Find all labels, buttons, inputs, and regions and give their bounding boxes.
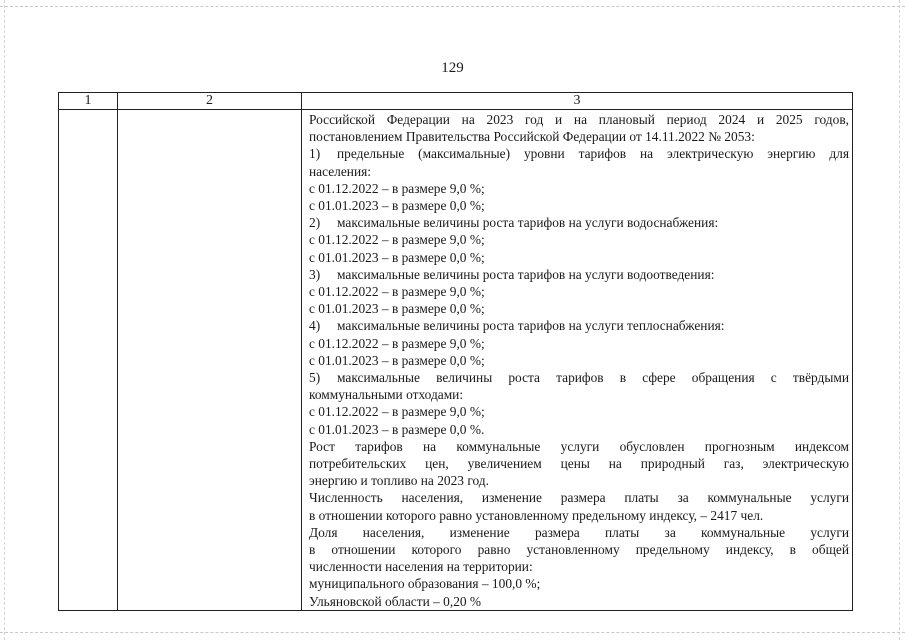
text-line: с 01.12.2022 – в размере 9,0 %; [309, 180, 485, 196]
column-header-3: 3 [302, 93, 853, 110]
text-line: Доля населения, изменение размера платы за коммунальные услуги [309, 524, 849, 540]
text-line: с 01.01.2023 – в размере 0,0 %; [309, 352, 485, 368]
text-line: 3) максимальные величины роста тарифов на услуги водоотведения: [309, 266, 715, 282]
cell-col-2 [118, 110, 302, 611]
text-line: 1) предельные (максимальные) уровни тарифов на электрическую энергию для [309, 146, 849, 162]
text-line: в отношении которого равно установленному предельному индексу, в общей [309, 542, 849, 558]
text-line: потребительских цен, увеличением цены на природный газ, электрическую [309, 456, 849, 472]
text-line: 2) максимальные величины роста тарифов на услуги водоснабжения: [309, 215, 719, 231]
text-line: с 01.01.2023 – в размере 0,0 %; [309, 249, 485, 265]
text-line: с 01.01.2023 – в размере 0,0 %; [309, 301, 485, 317]
text-line: с 01.12.2022 – в размере 9,0 %; [309, 335, 485, 351]
text-line: населения: [309, 163, 371, 179]
document-table [58, 92, 853, 611]
text-line: 5) максимальные величины роста тарифов в сфере обращения с твёрдыми [309, 370, 849, 386]
text-line: с 01.12.2022 – в размере 9,0 %; [309, 284, 485, 300]
scan-border-left [4, 0, 5, 640]
text-line: с 01.12.2022 – в размере 9,0 %; [309, 232, 485, 248]
text-line: с 01.01.2023 – в размере 0,0 %; [309, 198, 485, 214]
cell-col-3 [302, 110, 853, 611]
text-line: коммунальными отходами: [309, 387, 464, 403]
scan-border-top [0, 6, 905, 7]
text-line: 4) максимальные величины роста тарифов на услуги теплоснабжения: [309, 318, 725, 334]
text-line: постановлением Правительства Российской Федерации от 14.11.2022 № 2053: [309, 129, 755, 145]
text-line: энергию и топливо на 2023 год. [309, 473, 489, 489]
text-line: Рост тарифов на коммунальные услуги обусловлен прогнозным индексом [309, 438, 849, 454]
table-header-row [59, 93, 853, 110]
text-line: Российской Федерации на 2023 год и на плановый период 2024 и 2025 годов, [309, 112, 849, 127]
text-line: в отношении которого равно установленному предельному индексу, – 2417 чел. [309, 507, 764, 523]
column-header-1: 1 [59, 93, 118, 110]
text-line: муниципального образования – 100,0 %; [309, 576, 541, 592]
scan-border-bottom [0, 632, 905, 633]
scan-border-right [899, 0, 900, 640]
column-header-2: 2 [118, 93, 302, 110]
page-number: 129 [441, 60, 464, 76]
cell-text-block [302, 110, 852, 610]
text-line: Ульяновской области – 0,20 % [309, 593, 482, 609]
text-line: с 01.12.2022 – в размере 9,0 %; [309, 404, 485, 420]
text-line: Численность населения, изменение размера платы за коммунальные услуги [309, 490, 849, 506]
table-row [59, 110, 853, 611]
text-line: численности населения на территории: [309, 559, 533, 575]
text-line: с 01.01.2023 – в размере 0,0 %. [309, 421, 485, 437]
cell-col-1 [59, 110, 118, 611]
